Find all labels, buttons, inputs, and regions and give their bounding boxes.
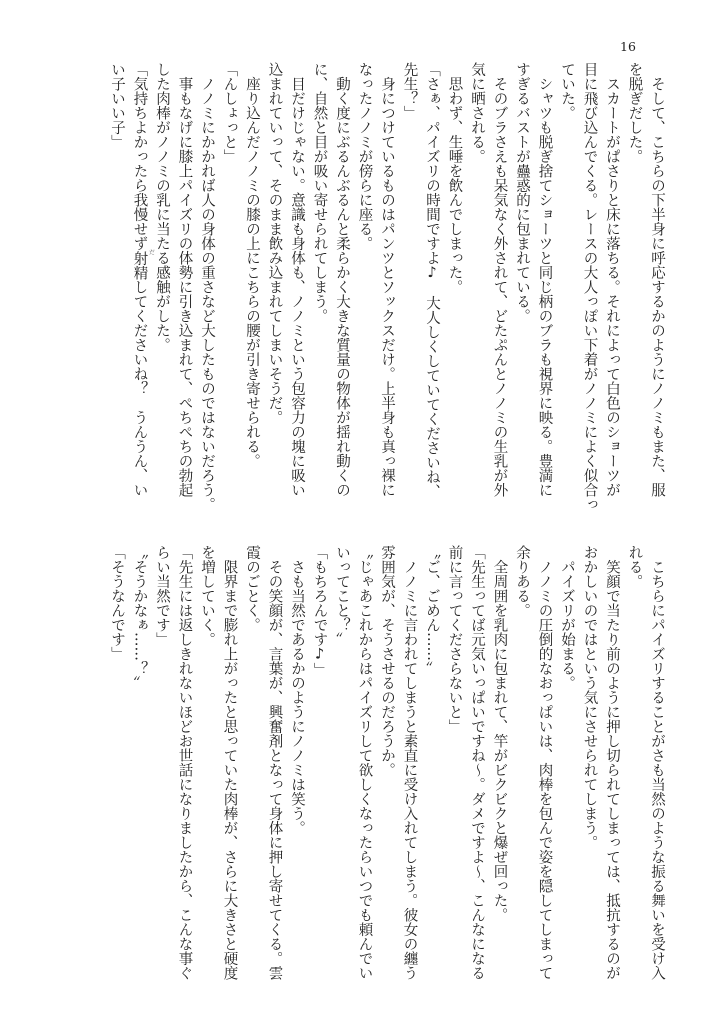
text-line: 動く度にぶるんぶるんと柔らかく大きな質量の物体が揺れ動くの	[334, 62, 350, 497]
text-line: そのブラさえも呆気なく外されて、どたぷんとノノミの生乳が外	[491, 62, 508, 497]
text-line: パイズリが始まる。	[559, 545, 575, 690]
text-line: 余りある。	[514, 545, 530, 618]
ruby-base	[131, 248, 155, 280]
text-line: 雰囲気が、そうさせるのだろうか。	[379, 545, 395, 777]
text-line: 〝そうかなぁ……？〟	[131, 545, 148, 690]
text-line: 目だけじゃない。意識も身体も、ノノミという包容力の塊に吸い	[289, 62, 305, 497]
text-line: こちらにパイズリすることがさも当然のような振る舞いを受け入	[649, 545, 665, 980]
text-line: 〝ご、ごめん……〟	[424, 545, 440, 676]
text-line: 座り込んだノノミの膝の上にこちらの腰が引き寄せられる。	[244, 62, 260, 468]
text-line: すぎるバストが蠱惑的に包まれている。	[514, 62, 530, 323]
text-line: 〝じゃあこれからはパイズリして欲しくなったらいつでも頼んでい	[356, 545, 373, 980]
text-line: おかしいのではという気にさせられてしまう。	[581, 545, 598, 850]
text-line: 事もなげに膝上パイズリの体勢に引き込まれて、ぺちぺちの勃起	[176, 62, 193, 497]
text-line: 前に言ってくださらないと」	[446, 545, 463, 734]
text-line: ノノミに言われてしまうと素直に受け入れてしまう。彼女の纏う	[401, 545, 418, 980]
text-line: 込まれていって、そのまま飲み込まれてしまいそうだ。	[266, 62, 283, 425]
text-block-lower	[105, 545, 668, 980]
text-line: した肉棒がノノミの乳に当たる感触がした。	[154, 62, 170, 352]
text-line: を脱ぎだした。	[626, 62, 643, 164]
page-number: 16	[620, 39, 636, 54]
text-segment: してくださいね？ うんうん、い	[131, 279, 148, 497]
text-line: いってこと？〟	[334, 545, 350, 647]
text-line: さも当然であるかのようにノノミは笑う。	[289, 545, 305, 835]
text-line: に、自然と目が吸い寄せられてしまう。	[311, 62, 328, 323]
text-line: ノノミの圧倒的なおっぱいは、肉棒を包んで姿を隠してしまって	[536, 545, 553, 980]
text-line: 霞のごとく。	[244, 545, 260, 632]
text-line: 身につけているものはパンツとソックスだけ。上半身も真っ裸に	[379, 62, 395, 497]
text-line: れる。	[626, 545, 643, 589]
text-line: 「先生には返しきれないほどお世話になりましたから、こんな事ぐ	[176, 545, 193, 980]
text-line: 限界まで膨れ上がったと思っていた肉棒が、さらに大きさと硬度	[221, 545, 238, 980]
text-line: 目に飛び込んでくる。レースの大人っぽい下着がノノミによく似合っ	[581, 62, 598, 512]
text-line: 先生？」	[401, 62, 418, 120]
text-line: 全周囲を乳肉に包まれて、竿がビクビクと爆ぜ回った。	[491, 545, 508, 922]
text-line: 思わず、生唾を飲んでしまった。	[446, 62, 463, 294]
text-line: 「んしょっと」	[221, 62, 238, 164]
text-segment: 「気持ちよかったら我慢せず	[131, 62, 148, 251]
text-line: を増していく。	[199, 545, 215, 647]
text-line: 「そうなんです」	[109, 545, 125, 661]
text-line: シャツも脱ぎ捨てショーツと同じ柄のブラも視界に映る。豊満に	[536, 62, 553, 497]
text-line: らい当然です」	[154, 545, 170, 647]
text-line: 「先生ってば元気いっぱいですね～。ダメですよ～、こんなになる	[469, 545, 485, 980]
text-line: ノノミにかかれば人の身体の重さなど大したものではないだろう。	[199, 62, 215, 512]
ruby-annotation: だ	[147, 248, 155, 255]
text-line: スカートがぱさりと床に落ちる。それによって白色のショーツが	[604, 62, 620, 497]
text-line-with-ruby	[128, 62, 155, 497]
text-line: ていた。	[559, 62, 575, 120]
text-line: 「さぁ、パイズリの時間ですよ♪ 大人しくしていてくださいね、	[424, 62, 440, 499]
text-line: そして、こちらの下半身に呼応するかのようにノノミもまた、服	[649, 62, 665, 497]
text-line: その笑顔が、言葉が、興奮剤となって身体に押し寄せてくる。雲	[266, 545, 283, 980]
text-line: 気に晒される。	[469, 62, 485, 164]
text-line: なったノノミが傍らに座る。	[356, 62, 373, 251]
text-line: 「もちろんです♪」	[311, 545, 328, 677]
text-line: い子いい子」	[109, 62, 125, 149]
text-line: 笑顔で当たり前のように押し切られてしまっては、抵抗するのが	[604, 545, 620, 980]
ruby-base-text: 射精	[131, 250, 148, 280]
text-block-upper	[105, 62, 668, 512]
